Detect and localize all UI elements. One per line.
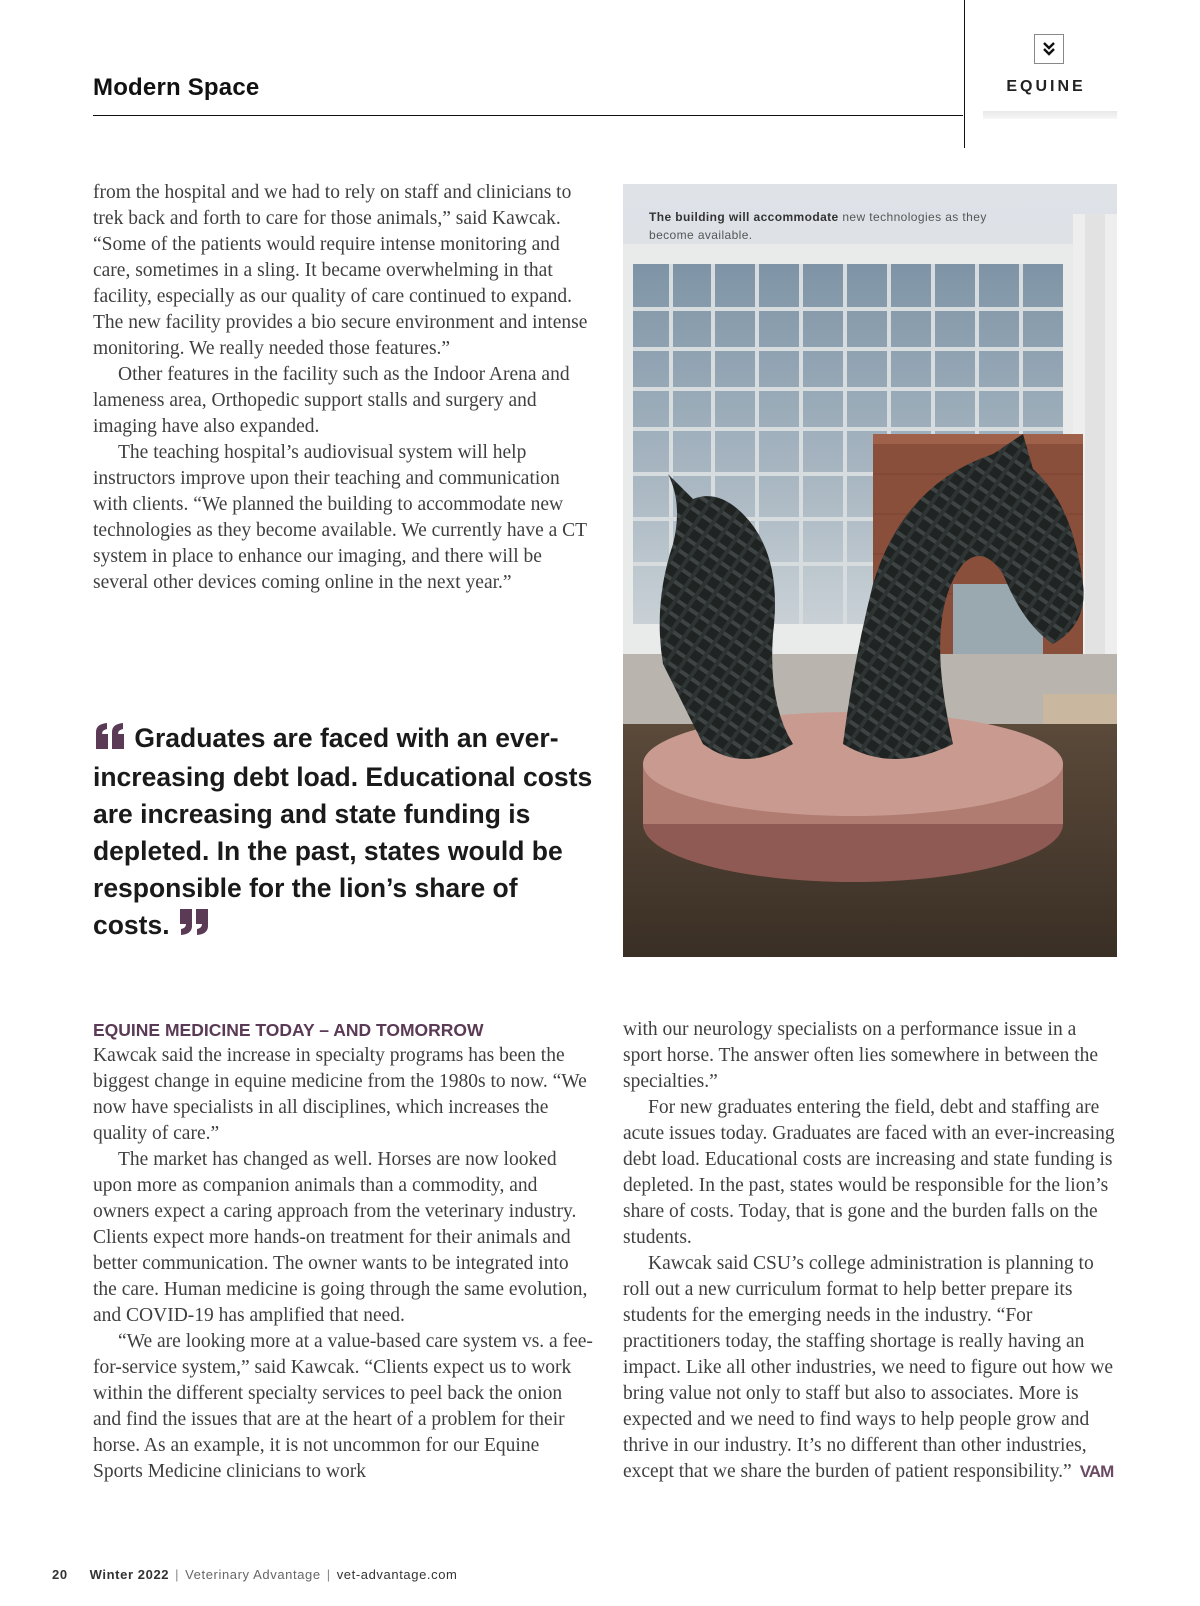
footer-separator: | bbox=[175, 1567, 180, 1582]
page-number: 20 bbox=[52, 1567, 68, 1582]
running-head-title: Modern Space bbox=[93, 74, 260, 101]
paragraph: Kawcak said the increase in specialty programs has been the biggest change in equine medicine from the 1980s to now. “We now have specialists in all disciplines, which increases the quality of care.” bbox=[93, 1045, 587, 1144]
section-subhead: EQUINE MEDICINE TODAY – AND TOMORROW bbox=[93, 1020, 484, 1040]
section-label: EQUINE bbox=[1006, 78, 1086, 95]
caption-text: new technologies as they become available. bbox=[649, 210, 987, 242]
paragraph: For new graduates entering the field, debt and staffing are acute issues today. Graduates are faced with an ever-increasing debt load. Educational costs are increasing and state funding is depleted. In the past, states would be responsible for the lion’s share of costs. Today, that is gone and the burden falls on the students. bbox=[623, 1097, 1115, 1248]
header-vertical-divider bbox=[964, 0, 965, 148]
horse-sculpture-photo bbox=[623, 184, 1117, 957]
issue-label: Winter 2022 bbox=[89, 1567, 170, 1582]
paragraph: The teaching hospital’s audiovisual system will help instructors improve upon their teaching and communication with clients. “We planned the building to accommodate new technologies as they become available. We currently have a CT system in place to enhance our imaging, and there will be several other devices coming online in the next year.” bbox=[93, 442, 587, 593]
website-link[interactable]: vet-advantage.com bbox=[336, 1567, 458, 1582]
publication-name: Veterinary Advantage bbox=[185, 1567, 321, 1582]
paragraph: from the hospital and we had to rely on staff and clinicians to trek back and forth to care for those animals,” said Kawcak. “Some of the patients would require intense monitoring and care, sometimes in a sling. It became overwhelming in that facility, especially as our quality of care continued to expand. The new facility provides a bio secure environment and intense monitoring. We really needed those features.” bbox=[93, 182, 588, 359]
paragraph: Other features in the facility such as the Indoor Arena and lameness area, Orthopedic support stalls and surgery and imaging have also expanded. bbox=[93, 364, 570, 437]
open-quote-icon bbox=[93, 722, 127, 759]
vam-logo: VAM bbox=[1079, 1462, 1114, 1481]
paragraph: The market has changed as well. Horses are now looked upon more as companion animals than a commodity, and owners expect a caring approach from the veterinary industry. Clients expect more hands-on treatment for their animals and better communication. The owner wants to be integrated into the care. Human medicine is going through the same evolution, and COVID-19 has amplified that need. bbox=[93, 1149, 588, 1326]
photo-illustration bbox=[623, 184, 1117, 957]
top-column bbox=[93, 180, 593, 596]
article-column-left bbox=[93, 1017, 593, 1485]
caption-lead: The building will accommodate bbox=[649, 210, 839, 224]
pull-quote bbox=[93, 720, 593, 945]
paragraph: “We are looking more at a value-based care system vs. a fee-for-service system,” said Kawcak. “Clients expect us to work within the different specialty services to peel back the onion and find the issues that are at the heart of a problem for their horse. As an example, it is not uncommon for our Equine Sports Medicine clinicians to work bbox=[93, 1331, 593, 1482]
close-quote-icon bbox=[177, 908, 211, 945]
paragraph bbox=[623, 1251, 1117, 1485]
photo-caption bbox=[649, 208, 989, 244]
paragraph-text: Kawcak said CSU’s college administration is planning to roll out a new curriculum format to help better prepare its students for the emerging needs in the industry. “For practitioners today, the staffing shortage is really having an impact. Like all other industries, we need to figure out how we bring value not only to staff but also to associates. More is expected and we need to find ways to help people grow and thrive in our industry. It’s no different than other industries, except that we share the burden of patient responsibility.” bbox=[623, 1253, 1114, 1482]
footer-separator: | bbox=[326, 1567, 331, 1582]
section-label-underline bbox=[983, 111, 1117, 119]
page-footer bbox=[52, 1567, 457, 1582]
header-divider bbox=[93, 115, 963, 116]
article-column-right bbox=[623, 1017, 1117, 1485]
double-chevron-down-icon[interactable] bbox=[1034, 34, 1064, 64]
paragraph: with our neurology specialists on a performance issue in a sport horse. The answer often lies somewhere in between the specialties.” bbox=[623, 1019, 1099, 1092]
pull-quote-text: Graduates are faced with an ever-increasing debt load. Educational costs are increasing and state funding is depleted. In the past, states would be responsible for the lion’s share of costs. bbox=[93, 723, 593, 940]
